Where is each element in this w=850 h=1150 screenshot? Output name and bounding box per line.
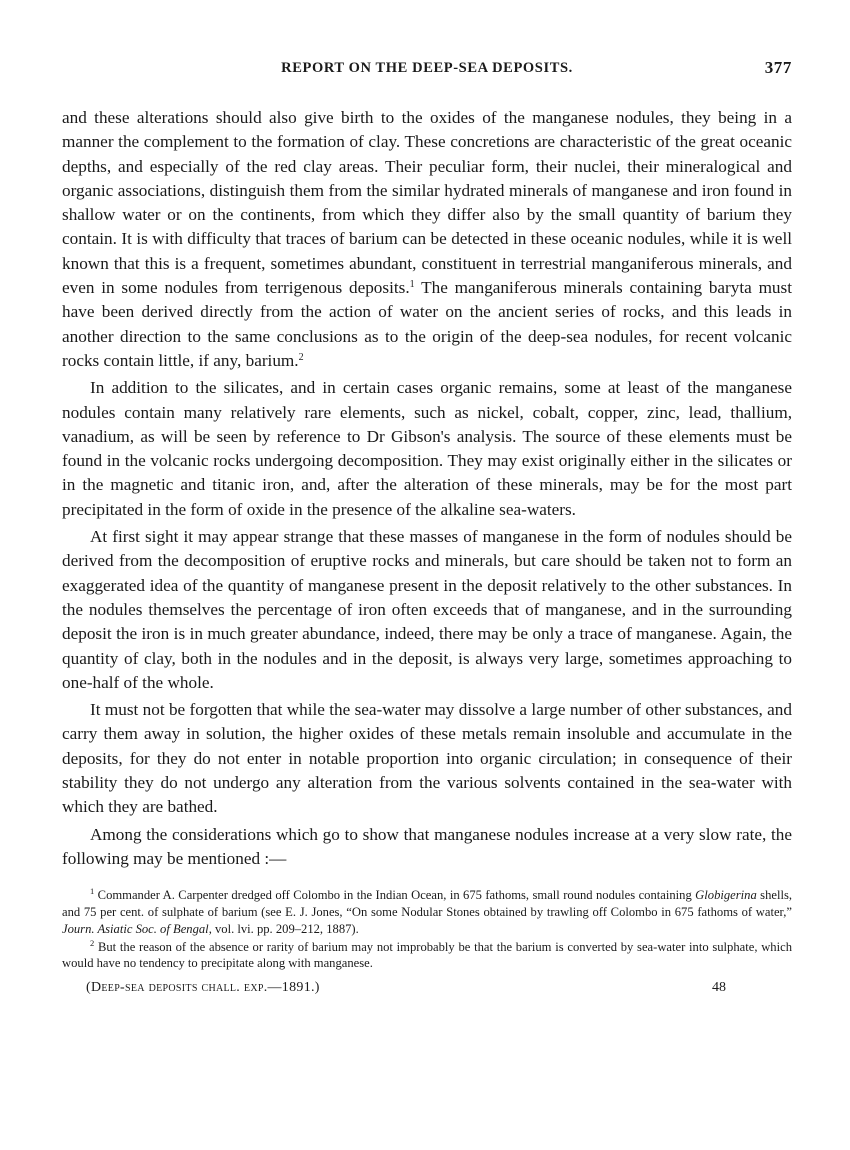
footnote-ref: 2 — [298, 351, 304, 363]
footnote-text: shells, and 75 per cent. of sulphate of barium (see E. J. Jones, “On some Nodular Stones obtained by trawling off Colombo in 675 fathoms of water,” — [62, 888, 793, 919]
paragraph: At first sight it may appear strange that these masses of manganese in the form of nodules should be derived from the decomposition of eruptive rocks and minerals, but care should be taken not to form an exaggerated idea of the quantity of manganese present in the deposit relatively to the other substances. In the nodules themselves the percentage of iron often exceeds that of manganese, and in the surrounding deposit the iron is in much greater abundance, indeed, there may be only a trace of manganese. Again, the quantity of clay, both in the nodules and in the deposit, is always very large, sometimes approaching to one-half of the whole. — [62, 527, 792, 692]
paragraph-text: and these alterations should also give birth to the oxides of the manganese nodules, they being in a manner the complement to the formation of clay. These concretions are characteristic of the great oceanic depths, and especially of the red clay areas. Their peculiar form, their nuclei, their mineralogical and organic associations, distinguish them from the similar hydrated minerals of manganese and iron found in shallow water or on the continents, from which they differ also by the small quantity of barium they contain. It is with difficulty that traces of barium can be detected in these oceanic nodules, while it is well known that this is a frequent, sometimes abundant, constituent in terrestrial manganiferous minerals, and even in some nodules from terrigenous deposits. — [62, 108, 792, 298]
footnote-marker: 1 — [90, 886, 95, 897]
footnote-text: Commander A. Carpenter dredged off Colombo in the Indian Ocean, in 675 fathoms, small round nodules containing — [97, 888, 696, 903]
footnote-marker: 2 — [90, 937, 95, 948]
sheet-number: 48 — [712, 980, 726, 996]
paragraph-text: The manganiferous minerals containing baryta must have been derived directly from the action of water on the ancient series of rocks, and this leads in another direction to the same conclusions as to the origin of the deep-sea nodules, for recent volcanic rocks contain little, if any, barium. — [62, 278, 792, 370]
footnote — [62, 887, 792, 937]
running-head — [62, 60, 792, 82]
body-text — [62, 106, 792, 871]
signature-line: (Deep-sea deposits chall. exp.—1891.) — [86, 980, 320, 996]
paragraph: It must not be forgotten that while the sea-water may dissolve a large number of other substances, and carry them away in solution, the higher oxides of these metals remain insoluble and accumulate in the deposits, for they do not enter in notable proportion into organic circulation; in consequence of their stability they do not undergo any alteration from the various solvents contained in the sea-water with which they are bathed. — [62, 700, 792, 817]
paragraph: In addition to the silicates, and in certain cases organic remains, some at least of the manganese nodules contain many relatively rare elements, such as nickel, cobalt, copper, zinc, lead, thallium, vanadium, as will be seen by reference to Dr Gibson's analysis. The source of these elements must be found in the volcanic rocks undergoing decomposition. They may exist originally either in the silicates or in the magnetic and titanic iron, and, after the alteration of these minerals, may be for the most part precipitated in the form of oxide in the presence of the alkaline sea-waters. — [62, 378, 792, 519]
footnote-italic: Journ. Asiatic Soc. of Bengal — [62, 921, 209, 936]
paragraph — [62, 106, 792, 373]
paragraph: Among the considerations which go to show that manganese nodules increase at a very slow rate, the following may be mentioned :— — [62, 824, 792, 868]
footnote-text: But the reason of the absence or rarity of barium may not improbably be that the barium is converted by sea-water into sulphate, which would have no tendency to precipitate along with manganese. — [62, 939, 792, 971]
footnotes — [62, 887, 792, 972]
page-footer — [62, 980, 792, 1000]
footnote — [62, 939, 792, 973]
document-page — [62, 60, 792, 1000]
page-number: 377 — [764, 58, 792, 77]
running-head-title: REPORT ON THE DEEP-SEA DEPOSITS. — [281, 60, 573, 76]
footnote-ref: 1 — [409, 279, 415, 291]
footnote-italic: Globigerina — [695, 888, 757, 903]
footnote-text: , vol. lvi. pp. 209–212, 1887). — [208, 921, 359, 936]
